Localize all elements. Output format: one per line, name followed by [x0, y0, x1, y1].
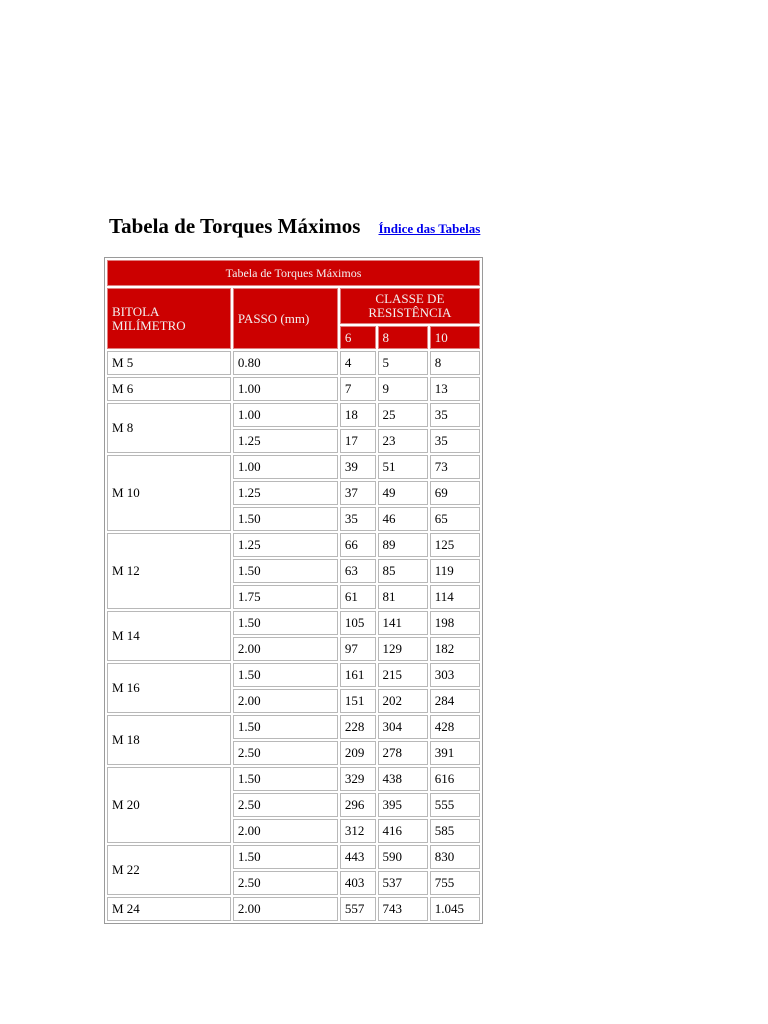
cell-passo: 1.25 — [233, 481, 338, 505]
table-row — [107, 767, 480, 791]
cell-class-8: 141 — [378, 611, 428, 635]
cell-class-6: 296 — [340, 793, 376, 817]
cell-class-8: 23 — [378, 429, 428, 453]
cell-class-8: 51 — [378, 455, 428, 479]
table-row — [107, 897, 480, 921]
table-caption: Tabela de Torques Máximos — [107, 260, 480, 286]
cell-bitola: M 6 — [107, 377, 231, 401]
cell-bitola: M 12 — [107, 533, 231, 609]
cell-passo: 2.00 — [233, 897, 338, 921]
cell-class-6: 228 — [340, 715, 376, 739]
cell-class-6: 18 — [340, 403, 376, 427]
table-caption-row — [107, 260, 480, 286]
cell-class-10: 616 — [430, 767, 480, 791]
cell-passo: 1.25 — [233, 533, 338, 557]
cell-class-6: 66 — [340, 533, 376, 557]
header-class-8: 8 — [378, 326, 428, 349]
cell-passo: 1.75 — [233, 585, 338, 609]
cell-class-6: 403 — [340, 871, 376, 895]
cell-class-8: 278 — [378, 741, 428, 765]
cell-passo: 1.50 — [233, 663, 338, 687]
cell-bitola: M 14 — [107, 611, 231, 661]
cell-class-6: 61 — [340, 585, 376, 609]
cell-class-10: 1.045 — [430, 897, 480, 921]
cell-class-6: 7 — [340, 377, 376, 401]
table-row — [107, 377, 480, 401]
table-row — [107, 715, 480, 739]
cell-bitola: M 18 — [107, 715, 231, 765]
table-row — [107, 663, 480, 687]
header-classe: CLASSE DE RESISTÊNCIA — [340, 288, 480, 324]
table-row — [107, 533, 480, 557]
torque-table — [104, 257, 483, 924]
cell-passo: 1.50 — [233, 715, 338, 739]
cell-class-8: 537 — [378, 871, 428, 895]
cell-class-8: 5 — [378, 351, 428, 375]
cell-class-6: 151 — [340, 689, 376, 713]
cell-class-6: 97 — [340, 637, 376, 661]
cell-class-8: 438 — [378, 767, 428, 791]
table-body — [107, 351, 480, 921]
cell-class-8: 304 — [378, 715, 428, 739]
cell-passo: 2.50 — [233, 741, 338, 765]
table-row — [107, 351, 480, 375]
cell-class-10: 391 — [430, 741, 480, 765]
cell-bitola: M 20 — [107, 767, 231, 843]
cell-class-8: 9 — [378, 377, 428, 401]
header-class-6: 6 — [340, 326, 376, 349]
cell-bitola: M 8 — [107, 403, 231, 453]
cell-passo: 1.00 — [233, 403, 338, 427]
cell-class-8: 743 — [378, 897, 428, 921]
cell-class-8: 49 — [378, 481, 428, 505]
cell-bitola: M 24 — [107, 897, 231, 921]
cell-class-10: 755 — [430, 871, 480, 895]
cell-bitola: M 22 — [107, 845, 231, 895]
cell-class-10: 198 — [430, 611, 480, 635]
cell-class-6: 557 — [340, 897, 376, 921]
table-row — [107, 611, 480, 635]
cell-class-6: 17 — [340, 429, 376, 453]
cell-class-10: 114 — [430, 585, 480, 609]
cell-class-6: 35 — [340, 507, 376, 531]
cell-passo: 1.00 — [233, 455, 338, 479]
cell-bitola: M 16 — [107, 663, 231, 713]
table-row — [107, 455, 480, 479]
cell-class-8: 129 — [378, 637, 428, 661]
cell-class-10: 830 — [430, 845, 480, 869]
cell-class-8: 81 — [378, 585, 428, 609]
cell-class-8: 202 — [378, 689, 428, 713]
cell-class-10: 35 — [430, 429, 480, 453]
cell-passo: 1.50 — [233, 559, 338, 583]
cell-bitola: M 10 — [107, 455, 231, 531]
cell-class-10: 13 — [430, 377, 480, 401]
cell-class-6: 37 — [340, 481, 376, 505]
page-title: Tabela de Torques Máximos — [109, 214, 361, 238]
cell-class-10: 125 — [430, 533, 480, 557]
cell-passo: 1.50 — [233, 507, 338, 531]
cell-class-8: 215 — [378, 663, 428, 687]
cell-class-10: 284 — [430, 689, 480, 713]
header-passo: PASSO (mm) — [233, 288, 338, 349]
cell-class-8: 590 — [378, 845, 428, 869]
cell-class-8: 395 — [378, 793, 428, 817]
cell-class-6: 39 — [340, 455, 376, 479]
table-row — [107, 403, 480, 427]
cell-class-10: 73 — [430, 455, 480, 479]
cell-class-6: 329 — [340, 767, 376, 791]
cell-passo: 2.00 — [233, 819, 338, 843]
table-header-row — [107, 288, 480, 324]
cell-class-10: 65 — [430, 507, 480, 531]
cell-class-6: 443 — [340, 845, 376, 869]
cell-passo: 1.50 — [233, 845, 338, 869]
index-link[interactable]: Índice das Tabelas — [378, 221, 481, 236]
cell-class-8: 25 — [378, 403, 428, 427]
heading-row — [109, 214, 480, 239]
cell-class-8: 85 — [378, 559, 428, 583]
cell-class-8: 416 — [378, 819, 428, 843]
cell-class-8: 89 — [378, 533, 428, 557]
cell-class-10: 585 — [430, 819, 480, 843]
header-class-10: 10 — [430, 326, 480, 349]
cell-class-10: 555 — [430, 793, 480, 817]
cell-class-6: 4 — [340, 351, 376, 375]
cell-class-6: 209 — [340, 741, 376, 765]
cell-bitola: M 5 — [107, 351, 231, 375]
cell-passo: 2.50 — [233, 871, 338, 895]
cell-class-8: 46 — [378, 507, 428, 531]
cell-class-10: 69 — [430, 481, 480, 505]
header-bitola: BITOLA MILÍMETRO — [107, 288, 231, 349]
cell-passo: 1.00 — [233, 377, 338, 401]
cell-class-6: 161 — [340, 663, 376, 687]
cell-passo: 1.25 — [233, 429, 338, 453]
cell-passo: 1.50 — [233, 767, 338, 791]
cell-class-10: 182 — [430, 637, 480, 661]
cell-passo: 2.00 — [233, 689, 338, 713]
cell-passo: 1.50 — [233, 611, 338, 635]
table-row — [107, 845, 480, 869]
cell-class-10: 35 — [430, 403, 480, 427]
cell-class-6: 312 — [340, 819, 376, 843]
cell-passo: 2.00 — [233, 637, 338, 661]
cell-passo: 2.50 — [233, 793, 338, 817]
cell-class-10: 303 — [430, 663, 480, 687]
cell-class-10: 428 — [430, 715, 480, 739]
cell-class-10: 119 — [430, 559, 480, 583]
cell-class-10: 8 — [430, 351, 480, 375]
cell-class-6: 63 — [340, 559, 376, 583]
cell-class-6: 105 — [340, 611, 376, 635]
cell-passo: 0.80 — [233, 351, 338, 375]
